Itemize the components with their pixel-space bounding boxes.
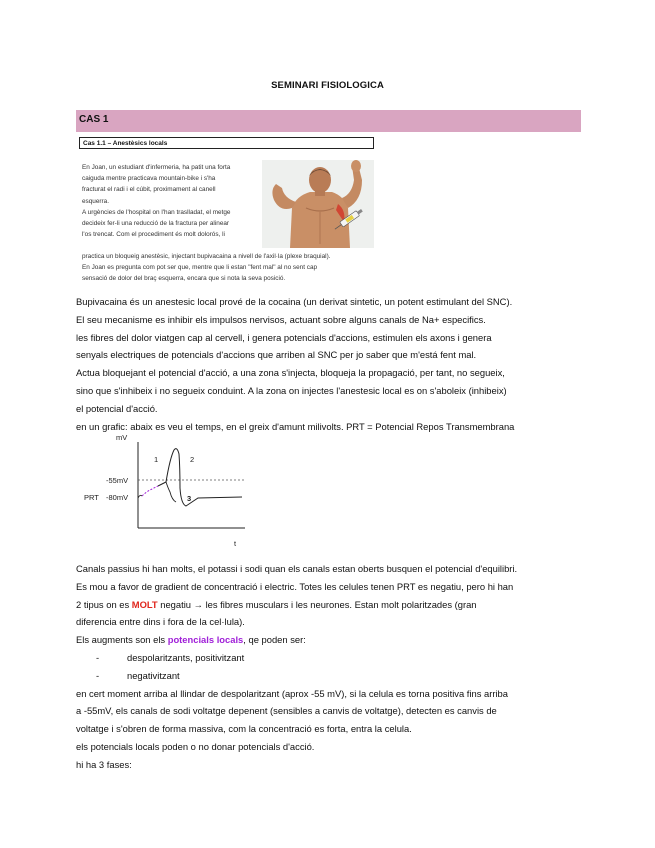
- text-line-molt: [76, 596, 588, 614]
- action-potential-graph: [80, 428, 250, 552]
- emphasis-potencials-locals: potencials locals: [167, 634, 244, 646]
- text-line: Bupivacaina és un anestesic local prové de la cocaina (un derivat sintetic, un potent estimulant del SNC).: [76, 296, 513, 307]
- rest-label: -80mV: [106, 493, 129, 502]
- action-potential-curve: [158, 449, 242, 506]
- text-line-potencials: [76, 631, 588, 649]
- bullet-marker: -: [96, 651, 100, 663]
- excerpt-line: sensació de dolor del braç esquerra, encara que si nota la seva posició.: [82, 275, 286, 283]
- y-axis-unit: mV: [116, 433, 128, 442]
- excerpt-line: En Joan, un estudiant d'infermeria, ha patit una forta: [82, 164, 231, 171]
- text-segment: 2 tipus on es: [76, 598, 132, 610]
- text-line: voltatge i s'obren de forma massiva, com la concentració es forta, entra la celula.: [76, 723, 412, 735]
- rest-prefix: PRT: [84, 493, 99, 502]
- bullet-marker: -: [96, 669, 100, 681]
- patient-illustration: [262, 160, 374, 248]
- page-title: SEMINARI FISIOLOGICA: [271, 80, 384, 91]
- excerpt-line: fracturat el radi i el cúbit, proximament al canell: [82, 186, 216, 194]
- text-line: hi ha 3 fases:: [76, 758, 132, 770]
- text-line: Canals passius hi han molts, el potassi i sodi quan els canals estan oberts busquen el potencial d'equilibri.: [76, 563, 518, 574]
- case-excerpt-continued: [82, 251, 376, 285]
- phase-2-label: 2: [190, 455, 195, 464]
- list-item-text: despolaritzants, positivitzant: [127, 651, 245, 663]
- excerpt-line: practica un bloqueig anestèsic, injectant bupivacaina a nivell de l'axil·la (plexe braquial).: [82, 253, 331, 260]
- excerpt-line: En Joan es pregunta com pot ser que, mentre que li estan "fent mal" al no sent cap: [82, 264, 318, 272]
- list-item: [76, 667, 588, 685]
- excerpt-line: A urgències de l'hospital on l'han traslladat, el metge: [82, 208, 231, 216]
- explanation-paragraph-1: [76, 293, 588, 435]
- text-line: en cert moment arriba al llindar de despolaritzant (aprox -55 mV), si la celula es torna positiva fins arriba: [76, 687, 508, 699]
- list-item: [76, 649, 588, 667]
- excerpt-line: decideix fer-li una reducció de la fractura per alinear: [82, 220, 230, 228]
- excerpt-line: caiguda mentre practicava mountain-bike i s'ha: [82, 175, 216, 183]
- excerpt-line: l'os trencat. Com el procediment és molt dolorós, li: [82, 231, 225, 239]
- case-excerpt: [82, 162, 264, 240]
- text-line: Actua bloquejant el potencial d'acció, a una zona s'injecta, bloqueja la propagació, per tant, no segueix,: [76, 367, 505, 379]
- local-potential-curve: [142, 486, 158, 496]
- phase-1-label: 1: [154, 455, 159, 464]
- case-heading: CAS 1: [76, 110, 581, 132]
- text-line: els potencials locals poden o no donar potencials d'acció.: [76, 740, 315, 752]
- text-line: en un grafic: abaix es veu el temps, en el greix d'amunt milivolts. PRT = Potencial Repos Transmembrana: [76, 420, 515, 432]
- text-segment: Els augments son els: [76, 634, 168, 646]
- subcase-title: Cas 1.1 – Anestèsics locals: [79, 137, 374, 149]
- emphasis-molt: MOLT: [131, 598, 158, 610]
- text-line: sino que s'inhibeix i no segueix conduint. A la zona on injectes l'anestesic local es on s'aboleix (inhibeix): [76, 384, 507, 396]
- excerpt-line: esquerra.: [82, 197, 109, 205]
- list-item-text: negativitzant: [127, 669, 180, 681]
- phase-3-label: 3: [187, 494, 192, 503]
- text-segment: negatiu → les fibres musculars i les neurones. Estan molt polaritzades (gran: [157, 598, 477, 610]
- text-line: diferencia entre dins i fora de la cel·lula).: [76, 616, 245, 628]
- explanation-paragraph-2: [76, 560, 588, 774]
- text-line: El seu mecanisme es inhibir els impulsos nervisos, actuant sobre alguns canals de Na+ especifics.: [76, 313, 486, 325]
- text-line: Es mou a favor de gradient de concentració i electric. Totes les celules tenen PRT es negatiu, pero hi han: [76, 580, 514, 592]
- text-line: a -55mV, els canals de sodi voltatge depenent (sensibles a canvis de voltatge), detecten es canvis de: [76, 705, 497, 717]
- text-line: senyals electriques de potencials d'accions que arriben al SNC per jo saber que m'está fent mal.: [76, 349, 477, 361]
- x-axis-unit: t: [234, 539, 237, 548]
- patient-figure-image: [262, 160, 374, 248]
- text-line: les fibres del dolor viatgen cap al cervell, i genera potencials d'accions, estimulen els axons i genera: [76, 331, 492, 343]
- text-line: el potencial d'acció.: [76, 402, 158, 414]
- threshold-label: -55mV: [106, 476, 129, 485]
- text-segment: , qe poden ser:: [243, 634, 306, 646]
